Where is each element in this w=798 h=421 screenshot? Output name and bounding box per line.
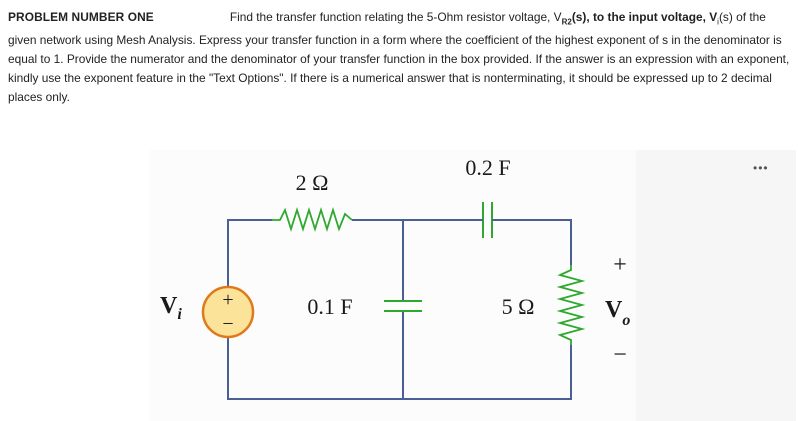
problem-text-intro: Find the transfer function relating the 5-Ohm resistor voltage, V <box>229 10 562 24</box>
wire-top-right <box>495 220 571 265</box>
resistor-5ohm <box>560 265 582 345</box>
problem-text-part3: (s) of the given network using Mesh Analysis. Express your transfer function in a form where the coefficient of the highest exponent of s in the denominator is equal to 1. Provide the numerator and the denominator of your transfer function in the box provided. If the answer is an expression with an exponent, kindly use the exponent feature in the "Text Options". If there is a numerical answer that is nonterminating, it should be expressed up to 2 decimal places only. <box>8 10 790 105</box>
output-voltage-label: $V_o$ <box>605 297 631 329</box>
vin-subscript: i <box>717 17 719 27</box>
output-minus-sign: − <box>613 342 627 368</box>
resistor-5ohm-label: 5 Ω <box>501 294 535 319</box>
output-plus-sign: + <box>613 252 627 278</box>
source-minus-sign: − <box>222 313 234 335</box>
capacitor-0-1f-label: 0.1 F <box>307 294 353 319</box>
wire-bottom <box>228 338 571 399</box>
source-plus-sign: + <box>222 289 234 311</box>
more-options-icon[interactable]: ••• <box>753 161 769 175</box>
problem-text-part2: (s), to the input voltage, V <box>571 10 718 24</box>
resistor-2ohm <box>272 210 352 229</box>
capacitor-0-2f-label: 0.2 F <box>465 155 511 180</box>
vout-subscript: R2 <box>561 17 572 27</box>
resistor-2ohm-label: 2 Ω <box>295 170 329 195</box>
problem-heading: PROBLEM NUMBER ONE <box>8 10 154 24</box>
wire-left-top <box>228 220 272 287</box>
source-voltage-label: $V_i$ <box>160 293 182 323</box>
